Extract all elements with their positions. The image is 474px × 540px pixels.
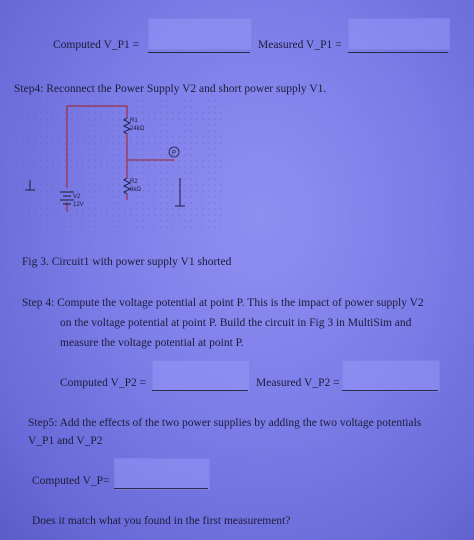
step5-line2: V_P1 and V_P2 (28, 435, 103, 447)
step4-line1: Step 4: Compute the voltage potential at point P. This is the impact of power supply V2 (22, 297, 424, 309)
step5-line1: Step5: Add the effects of the two power supplies by adding the two voltage potentials (28, 417, 422, 429)
computed-vp2-label: Computed V_P2 = (60, 377, 147, 389)
computed-vp-label: Computed V_P= (32, 475, 110, 487)
computed-vp1-blank[interactable] (148, 38, 250, 53)
v2-value: 12V (73, 202, 84, 208)
r1-value: 24kΩ (130, 126, 145, 132)
probe-label: P (172, 150, 177, 157)
computed-vp1-label: Computed V_P1 = (53, 39, 140, 51)
computed-vp2-blank[interactable] (152, 376, 248, 391)
measured-vp1-blank[interactable] (348, 38, 448, 53)
measured-vp2-blank[interactable] (342, 376, 438, 391)
grid-background (22, 100, 222, 230)
figure-caption: Fig 3. Circuit1 with power supply V1 shorted (22, 256, 232, 268)
computed-vp-blank[interactable] (114, 474, 208, 489)
step4-reconnect-text: Step4: Reconnect the Power Supply V2 and short power supply V1. (14, 83, 327, 95)
r2-name: R2 (130, 179, 138, 185)
step4-line3: measure the voltage potential at point P. (60, 337, 244, 349)
r1-name: R1 (130, 118, 138, 124)
final-question: Does it match what you found in the first measurement? (32, 515, 291, 527)
measured-vp1-label: Measured V_P1 = (258, 39, 342, 51)
measured-vp2-label: Measured V_P2 = (256, 377, 340, 389)
r2-value: 6kΩ (130, 187, 141, 193)
step4-line2: on the voltage potential at point P. Build the circuit in Fig 3 in MultiSim and (60, 317, 412, 329)
v2-name: V2 (73, 194, 81, 200)
circuit-diagram (22, 100, 222, 230)
